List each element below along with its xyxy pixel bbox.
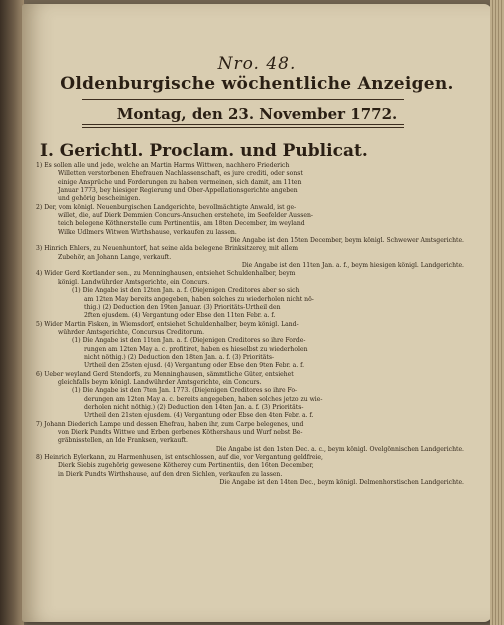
text-line: 8) Heinrich Eylerkann, zu Harmenhusen, ist entschlossen, auf die, vor Vergantung geldfreie, <box>36 454 323 462</box>
issue-date: Montag, den 23. November 1772. <box>116 105 398 123</box>
text-line: Die Angabe ist den 15ten December, beym königl. Schwewer Amtsgerichte. <box>229 237 464 245</box>
text-line: willet, die, auf Dierk Demmien Concurs-Ansuchen erstehete, im Seefelder Aussen- <box>58 212 313 220</box>
text-line: 4) Wider Gerd Kortlander sen., zu Menninghausen, entsiehet Schuldenhalber, beym <box>36 270 296 278</box>
text-line: thig.) (2) Deduction den 19ten Januar. (3) Prioritäts-Urtheil den <box>84 303 281 311</box>
text-line: 5) Wider Martin Fisken, in Wiemsdorf, entsiehet Schuldenhalber, beym königl. Land- <box>36 320 299 328</box>
text-line: königl. Landwührder Amtsgerichte, ein Concurs. <box>58 278 210 286</box>
newspaper-page <box>22 4 492 622</box>
text-line: nicht nöthig.) (2) Deduction den 18ten Jan. a. f. (3) Prioritäts- <box>84 353 275 361</box>
text-line: von Dierk Pundts Wittwe und Erben gerbenes Köthershaus und Wurf nebst Be- <box>58 429 303 436</box>
text-line: (1) Die Angabe ist den 7ten Jan. 1773. (Diejenigen Creditores so ihre Fo- <box>72 387 298 395</box>
text-line: einige Ansprüche und Forderungen zu haben vermeinen, sich damit, am 11ten <box>58 178 302 186</box>
text-line: Willetten verstorbenen Ehefrauen Nachlassenschaft, es jure crediti, oder sonst <box>58 170 303 178</box>
text-line: 2) Der, vom königl. Neuenburgischen Landgerichte, bevollmächtigte Anwald, ist ge- <box>36 203 297 211</box>
text-line: derungen am 12ten May a. c. bereits angegeben, haben solches jetzo zu wie- <box>84 395 323 403</box>
text-line: und gehörig bescheinigen. <box>58 195 141 203</box>
text-line: teich belegene Köthnerstelle cum Pertinentiis, am 18ten December, im weyland <box>58 220 305 228</box>
issue-number: Nro. 48. <box>217 54 297 74</box>
page-edges <box>490 0 504 625</box>
text-line: 6) Ueber weyland Gerd Stendorfs, zu Menninghausen, sämmtliche Güter, entsiehet <box>36 370 294 378</box>
text-line: 2ften ejusdem. (4) Vergantung oder Ebse den 11ten Febr. a. f. <box>84 312 276 320</box>
text-line: Zubehör, an Johann Lange, verkauft. <box>58 253 172 261</box>
divider-rule <box>82 99 404 100</box>
text-line: 3) Hinrich Ehlers, zu Neuenhuntorf, hat seine alda belegene Brinksitzerey, mit allem <box>36 245 299 253</box>
text-line: wührder Amtsgerichte, Concursus Creditorum. <box>58 328 205 336</box>
text-line: gräbnisstellen, an Ide Franksen, verkauft. <box>58 437 188 445</box>
text-line: 7) Johann Diederich Lampe und dessen Ehefrau, haben ihr, zum Carpe belegenes, und <box>36 420 304 428</box>
text-line: rungen am 12ten May a. c. profitiret, haben es hieselbst zu wiederholen <box>84 345 308 353</box>
text-line: Wilke Udlmers Witwen Wirthshause, verkaufen zu lassen. <box>58 228 237 236</box>
book-spine <box>0 0 24 625</box>
text-line: derholen nicht nöthig.) (2) Deduction den 14ten Jan. a. f. (3) Prioritäts- <box>84 403 304 411</box>
text-line: Urtheil den 21sten ejusdem. (4) Vergantung oder Ebse den 4ten Febr. a. f. <box>84 412 314 420</box>
text-line: (1) Die Angabe ist den 11ten Jan. a. f. (Diejenigen Creditores so ihre Forde- <box>72 337 306 345</box>
text-line: Dierk Siebis zugehörig gewesene Kötherey cum Pertinentiis, den 16ten December, <box>58 462 314 470</box>
text-line: gleichfalls beym königl. Landwührder Amtsgerichte, ein Concurs. <box>58 378 262 386</box>
section-heading: I. Gerichtl. Proclam. und Publicat. <box>40 141 368 161</box>
divider-rule <box>82 127 404 128</box>
divider-rule <box>82 124 404 125</box>
text-line: (1) Die Angabe ist den 12ten Jan. a. f. (Diejenigen Creditores aber so sich <box>72 287 300 295</box>
text-line: Januar 1773, bey hiesiger Regierung und Ober-Appellationsgerichte angeben <box>58 187 298 195</box>
text-line: Urtheil den 25sten ejusd. (4) Vergantung oder Ebse den 9ten Febr. a. f. <box>84 362 305 370</box>
text-line: Die Angabe ist den 1sten Dec. a. c., beym königl. Ovelgönnischen Landgerichte. <box>215 445 464 453</box>
text-line: in Dierk Pundts Wirthshause, auf den dren Sichlen, verkaufen zu lassen. <box>58 470 283 478</box>
notice-body <box>36 162 468 487</box>
text-line: 1) Es sollen alle und jede, welche an Martin Harms Wittwen, nachhero Friederich <box>36 162 290 169</box>
text-line: am 12ten May bereits angegeben, haben solches zu wiederholen nicht nö- <box>84 295 314 303</box>
text-line: Die Angabe ist den 14ten Dec., beym königl. Delmenhorstischen Landgerichte. <box>219 479 464 487</box>
text-line: Die Angabe ist den 11ten Jan. a. f., beym hiesigen königl. Landgerichte. <box>241 262 464 270</box>
newspaper-title: Oldenburgische wöchentliche Anzeigen. <box>60 74 454 94</box>
